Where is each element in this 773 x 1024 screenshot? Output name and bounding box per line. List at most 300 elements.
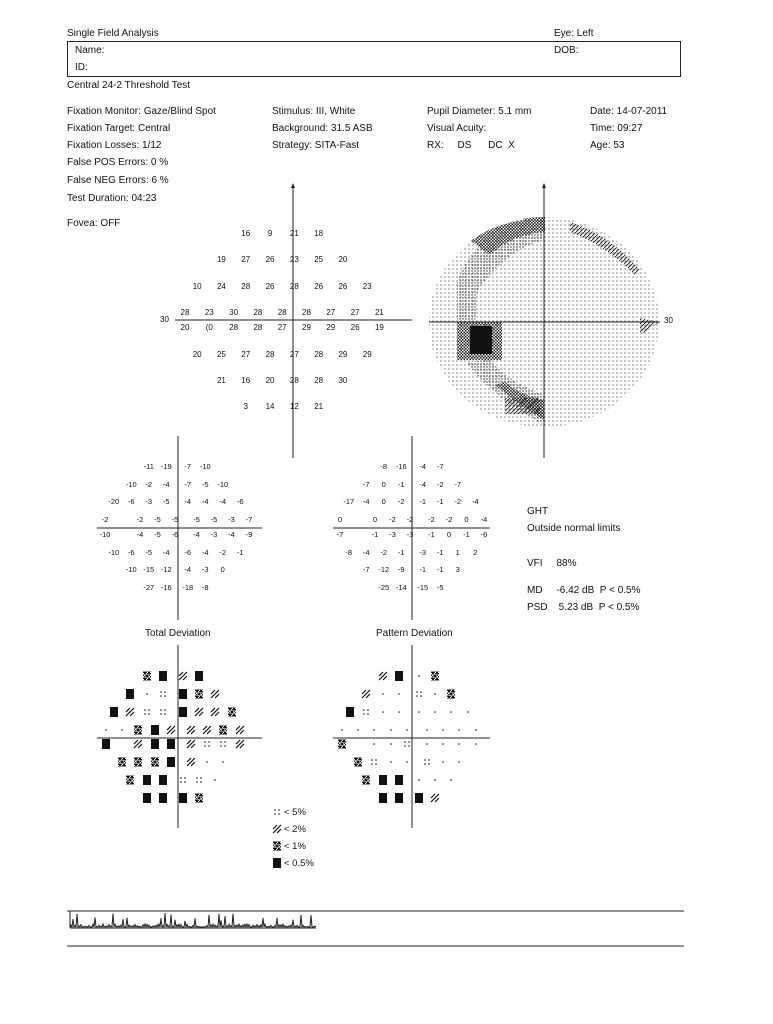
total-deviation-value: -4: [162, 479, 170, 489]
prob-normal-symbol: [421, 724, 433, 736]
prob-below-1-symbol: [132, 756, 144, 768]
total-deviation-value: -4: [201, 497, 209, 506]
prob-below-1-symbol: [132, 724, 144, 736]
total-deviation-value: -10: [217, 479, 229, 489]
threshold-value: 9: [267, 229, 273, 238]
total-deviation-value: -10: [125, 479, 137, 489]
threshold-value: 26: [265, 281, 275, 291]
threshold-value: 28: [314, 349, 324, 359]
prob-normal-symbol: [413, 706, 425, 718]
threshold-value: 28: [241, 281, 251, 291]
prob-normal-symbol: [413, 774, 425, 786]
pattern-deviation-value: -7: [454, 479, 462, 489]
prob-below-2-symbol: [185, 756, 197, 768]
fixation-losses: Fixation Losses: 1/12: [67, 140, 162, 151]
total-deviation-value: -5: [193, 514, 200, 524]
prob-normal-symbol: [429, 688, 441, 700]
prob-below-0.5-symbol: [193, 670, 205, 682]
prob-below-2-symbol: [193, 706, 205, 718]
threshold-value: 25: [216, 349, 226, 359]
patient-age: Age: 53: [590, 140, 625, 151]
pattern-deviation-value: -7: [436, 462, 444, 471]
total-deviation-value: -20: [108, 497, 120, 506]
threshold-value: 27: [326, 307, 336, 317]
threshold-value: 10: [192, 281, 202, 291]
pattern-deviation-value: -15: [417, 582, 429, 592]
prob-below-1-symbol: [193, 792, 205, 804]
prob-normal-symbol: [437, 724, 449, 736]
prob-below-2-symbol: [124, 706, 136, 718]
prob-below-1-symbol: [445, 688, 457, 700]
rx: RX: DS DC X: [427, 140, 515, 151]
pattern-deviation-value: -5: [436, 582, 444, 592]
prob-below-0.5-symbol: [271, 857, 283, 869]
total-deviation-value: -4: [219, 497, 227, 506]
threshold-value: 21: [314, 402, 324, 412]
prob-below-1-symbol: [217, 724, 229, 736]
total-deviation-value: -4: [193, 530, 200, 539]
total-deviation-value: -6: [236, 497, 244, 506]
threshold-value: 21: [374, 307, 384, 317]
pattern-deviation-value: 0: [337, 514, 343, 524]
prob-normal-symbol: [377, 688, 389, 700]
threshold-value: 14: [265, 402, 275, 412]
pattern-deviation-value: -2: [436, 479, 444, 489]
pattern-deviation-value: -7: [362, 565, 370, 574]
threshold-value: 29: [338, 349, 348, 359]
prob-normal-symbol: [437, 756, 449, 768]
pattern-deviation-value: -1: [436, 565, 444, 574]
psd-value: PSD 5.23 dB P < 0.5%: [527, 602, 640, 613]
prob-below-0.5-symbol: [100, 738, 112, 750]
visual-acuity: Visual Acuity:: [427, 123, 487, 134]
prob-normal-symbol: [429, 774, 441, 786]
threshold-value: 19: [216, 255, 226, 265]
threshold-value: 18: [314, 229, 324, 238]
threshold-value: 29: [362, 349, 372, 359]
total-deviation-value: -19: [160, 462, 172, 471]
pattern-deviation-value: -2: [445, 514, 453, 524]
prob-below-5-symbol: [413, 688, 425, 700]
total-deviation-value: -11: [143, 462, 154, 471]
pattern-deviation-value: -4: [362, 497, 370, 506]
pattern-deviation-value: -1: [428, 530, 435, 539]
ght-label: GHT: [527, 506, 549, 517]
total-deviation-value: -4: [228, 530, 235, 539]
prob-below-2-symbol: [234, 738, 246, 750]
prob-below-0.5-symbol: [165, 738, 177, 750]
threshold-value: 20: [265, 375, 275, 385]
strategy: Strategy: SITA-Fast: [272, 140, 360, 151]
fovea: Fovea: OFF: [67, 218, 121, 229]
total-deviation-value: -6: [171, 530, 179, 539]
prob-below-1-symbol: [360, 774, 372, 786]
total-deviation-value: -12: [160, 565, 172, 574]
threshold-value: 30: [338, 375, 348, 385]
pupil-diameter: Pupil Diameter: 5.1 mm: [427, 106, 532, 117]
threshold-value: 28: [289, 281, 299, 291]
threshold-value: 28: [180, 307, 190, 317]
prob-below-1-symbol: [141, 670, 153, 682]
prob-normal-symbol: [413, 670, 425, 682]
pattern-deviation-value: 0: [381, 479, 386, 489]
prob-normal-symbol: [201, 756, 213, 768]
total-deviation-value: -5: [162, 497, 170, 506]
prob-below-0.5-symbol: [393, 792, 405, 804]
total-deviation-value: -7: [184, 462, 192, 471]
total-deviation-value: -4: [162, 547, 170, 557]
prob-normal-symbol: [393, 706, 405, 718]
prob-normal-symbol: [470, 724, 482, 736]
dob-label: DOB:: [554, 45, 579, 56]
vfi-value: VFI 88%: [527, 558, 577, 569]
legend-label: < 5%: [284, 807, 306, 818]
prob-below-0.5-symbol: [413, 792, 425, 804]
threshold-value: (0: [205, 323, 213, 333]
threshold-value: 26: [314, 281, 324, 291]
background: Background: 31.5 ASB: [272, 123, 373, 134]
pattern-deviation-value: 0: [372, 514, 378, 524]
pattern-deviation-value: -4: [471, 497, 479, 506]
prob-below-5-symbol: [368, 756, 380, 768]
threshold-value: 29: [326, 323, 336, 333]
total-deviation-value: -6: [184, 547, 192, 557]
threshold-value: 29: [302, 323, 311, 333]
total-deviation-value: -3: [228, 514, 235, 524]
test-name: Central 24-2 Threshold Test: [67, 80, 191, 91]
threshold-value: 23: [362, 281, 372, 291]
threshold-value: 30: [229, 307, 239, 317]
pattern-deviation-axes: [333, 436, 490, 620]
prob-below-5-symbol: [201, 738, 213, 750]
pattern-deviation-value: -2: [389, 514, 396, 524]
threshold-value: 28: [314, 375, 324, 385]
prob-below-0.5-symbol: [344, 706, 356, 718]
pattern-deviation-value: 2: [473, 547, 478, 557]
prob-below-5-symbol: [421, 756, 433, 768]
total-deviation-value: -2: [219, 547, 227, 557]
total-deviation-value: -9: [245, 530, 253, 539]
total-deviation-value: -15: [143, 565, 155, 574]
total-deviation-value: -5: [154, 514, 161, 524]
pattern-deviation-value: -1: [463, 530, 470, 539]
prob-below-2-symbol: [185, 738, 197, 750]
prob-below-5-symbol: [157, 706, 169, 718]
prob-below-0.5-symbol: [108, 706, 120, 718]
threshold-value: 27: [289, 349, 299, 359]
report-title: Single Field Analysis: [67, 28, 159, 39]
threshold-value: 26: [265, 255, 275, 265]
pattern-deviation-value: 0: [464, 514, 469, 524]
prob-normal-symbol: [385, 738, 397, 750]
prob-normal-symbol: [462, 706, 474, 718]
total-deviation-value: -18: [182, 582, 194, 592]
prob-below-5-symbol: [141, 706, 153, 718]
threshold-value: 25: [314, 255, 324, 265]
pattern-deviation-value: -8: [380, 462, 388, 471]
prob-normal-symbol: [209, 774, 221, 786]
total-deviation-label: Total Deviation: [145, 628, 211, 639]
prob-normal-symbol: [385, 756, 397, 768]
prob-normal-symbol: [453, 724, 465, 736]
pattern-deviation-value: -7: [336, 530, 344, 539]
total-deviation-value: -4: [136, 530, 144, 539]
pattern-deviation-value: -25: [378, 582, 390, 592]
threshold-value: 27: [277, 323, 287, 333]
prob-below-1-symbol: [116, 756, 128, 768]
prob-normal-symbol: [453, 738, 465, 750]
pattern-deviation-value: -9: [397, 565, 405, 574]
pattern-deviation-value: -17: [343, 497, 355, 506]
prob-below-2-symbol: [185, 724, 197, 736]
pattern-deviation-value: -1: [371, 530, 379, 539]
pattern-deviation-value: -2: [454, 497, 462, 506]
threshold-value: 19: [374, 323, 384, 333]
threshold-value: 23: [204, 307, 214, 317]
prob-below-5-symbol: [177, 774, 189, 786]
total-deviation-value: -6: [127, 547, 135, 557]
prob-below-1-symbol: [352, 756, 364, 768]
prob-below-0.5-symbol: [124, 688, 136, 700]
pattern-deviation-value: -2: [428, 514, 435, 524]
total-deviation-value: -27: [143, 582, 155, 592]
prob-normal-symbol: [352, 724, 364, 736]
stimulus: Stimulus: III, White: [272, 106, 356, 117]
prob-below-5-symbol: [217, 738, 229, 750]
threshold-axis-30: 30: [160, 315, 169, 324]
prob-below-0.5-symbol: [141, 792, 153, 804]
threshold-value: 12: [289, 402, 299, 412]
threshold-axes: [175, 183, 412, 458]
prob-below-0.5-symbol: [177, 688, 189, 700]
total-deviation-value: -5: [154, 530, 161, 539]
threshold-value: 27: [241, 349, 251, 359]
ght-value: Outside normal limits: [527, 523, 621, 534]
total-deviation-value: -3: [201, 565, 209, 574]
pattern-deviation-value: -14: [395, 582, 407, 592]
total-deviation-value: -3: [145, 497, 153, 506]
total-deviation-value: -10: [125, 565, 137, 574]
prob-below-2-symbol: [209, 688, 221, 700]
prob-below-0.5-symbol: [393, 670, 405, 682]
pattern-deviation-value: 0: [381, 497, 386, 506]
prob-normal-symbol: [393, 688, 405, 700]
gaze-tracking-strip: [67, 911, 684, 946]
pattern-deviation-value: 3: [455, 565, 460, 574]
prob-below-0.5-symbol: [165, 756, 177, 768]
threshold-value: 28: [229, 323, 239, 333]
md-value: MD -6.42 dB P < 0.5%: [527, 585, 641, 596]
prob-below-0.5-symbol: [141, 774, 153, 786]
total-deviation-value: -4: [184, 565, 192, 574]
prob-below-1-symbol: [193, 688, 205, 700]
prob-below-5-symbol: [360, 706, 372, 718]
prob-below-5-symbol: [193, 774, 205, 786]
test-duration: Test Duration: 04:23: [67, 193, 157, 204]
prob-below-0.5-symbol: [377, 774, 389, 786]
threshold-value: 28: [302, 307, 311, 317]
prob-below-2-symbol: [377, 670, 389, 682]
prob-normal-symbol: [385, 724, 397, 736]
threshold-value: 21: [216, 375, 226, 385]
prob-below-2-symbol: [209, 706, 221, 718]
prob-below-0.5-symbol: [377, 792, 389, 804]
prob-below-0.5-symbol: [149, 724, 161, 736]
prob-below-1-symbol: [149, 756, 161, 768]
prob-below-0.5-symbol: [157, 792, 169, 804]
total-deviation-value: -4: [184, 497, 192, 506]
pattern-deviation-value: -6: [480, 530, 488, 539]
total-deviation-value: -16: [160, 582, 172, 592]
prob-below-5-symbol: [271, 806, 283, 818]
pattern-deviation-value: -1: [436, 547, 444, 557]
total-deviation-value: -4: [201, 547, 209, 557]
fixation-monitor: Fixation Monitor: Gaze/Blind Spot: [67, 106, 216, 117]
prob-normal-symbol: [429, 706, 441, 718]
threshold-value: 20: [338, 255, 348, 265]
test-time: Time: 09:27: [590, 123, 643, 134]
prob-normal-symbol: [141, 688, 153, 700]
pattern-deviation-value: -1: [436, 497, 444, 506]
prob-below-1-symbol: [226, 706, 238, 718]
threshold-value: 24: [216, 281, 226, 291]
prob-normal-symbol: [377, 706, 389, 718]
prob-below-1-symbol: [271, 840, 283, 852]
threshold-value: 20: [180, 323, 190, 333]
prob-below-2-symbol: [201, 724, 213, 736]
prob-below-1-symbol: [124, 774, 136, 786]
prob-below-1-symbol: [336, 738, 348, 750]
prob-normal-symbol: [336, 724, 348, 736]
prob-normal-symbol: [368, 724, 380, 736]
prob-normal-symbol: [116, 724, 128, 736]
pattern-deviation-value: -1: [397, 547, 405, 557]
pattern-deviation-value: -3: [389, 530, 396, 539]
threshold-value: 28: [253, 307, 263, 317]
threshold-value: 26: [350, 323, 360, 333]
pattern-deviation-value: -3: [419, 547, 427, 557]
total-deviation-value: -7: [245, 514, 253, 524]
prob-below-2-symbol: [132, 738, 144, 750]
pattern-deviation-value: -4: [480, 514, 488, 524]
total-deviation-value: -5: [201, 479, 209, 489]
threshold-value: 28: [253, 323, 263, 333]
prob-normal-symbol: [100, 724, 112, 736]
pattern-deviation-value: -1: [419, 565, 427, 574]
total-deviation-value: -10: [199, 462, 211, 471]
threshold-value: 16: [241, 375, 251, 385]
prob-below-0.5-symbol: [393, 774, 405, 786]
pattern-deviation-value: 1: [455, 547, 460, 557]
threshold-value: 20: [192, 349, 202, 359]
prob-below-0.5-symbol: [177, 792, 189, 804]
total-deviation-value: -10: [99, 530, 111, 539]
prob-normal-symbol: [445, 774, 457, 786]
prob-normal-symbol: [470, 738, 482, 750]
total-deviation-value: -7: [184, 479, 192, 489]
id-label: ID:: [75, 62, 88, 73]
name-label: Name:: [75, 45, 105, 56]
threshold-value: 21: [289, 229, 299, 238]
pattern-deviation-value: -8: [345, 547, 353, 557]
pattern-deviation-value: -1: [419, 497, 427, 506]
grayscale-field: [429, 183, 660, 458]
total-deviation-value: -2: [136, 514, 144, 524]
threshold-value: 27: [350, 307, 360, 317]
prob-normal-symbol: [453, 756, 465, 768]
pattern-deviation-value: -2: [380, 547, 388, 557]
pattern-deviation-value: -4: [419, 479, 427, 489]
pattern-prob-axes: [333, 645, 490, 828]
pattern-deviation-value: -3: [406, 530, 414, 539]
prob-below-2-symbol: [271, 823, 283, 835]
test-date: Date: 14-07-2011: [590, 106, 668, 117]
false-neg-errors: False NEG Errors: 6 %: [67, 175, 169, 186]
total-deviation-value: -10: [108, 547, 120, 557]
threshold-value: 3: [243, 402, 248, 412]
total-deviation-value: -5: [145, 547, 153, 557]
total-deviation-value: -5: [171, 514, 179, 524]
prob-below-5-symbol: [157, 688, 169, 700]
prob-below-1-symbol: [429, 670, 441, 682]
pattern-deviation-value: -16: [395, 462, 407, 471]
prob-below-0.5-symbol: [157, 670, 169, 682]
prob-below-0.5-symbol: [157, 774, 169, 786]
prob-below-5-symbol: [401, 738, 413, 750]
threshold-value: 23: [289, 255, 299, 265]
pattern-deviation-value: -4: [362, 547, 370, 557]
pattern-deviation-value: -2: [406, 514, 414, 524]
prob-normal-symbol: [437, 738, 449, 750]
eye-label: Eye: Left: [554, 28, 594, 39]
pattern-deviation-value: -12: [378, 565, 390, 574]
total-deviation-value: -1: [236, 547, 244, 557]
prob-normal-symbol: [368, 738, 380, 750]
legend-label: < 1%: [284, 841, 306, 852]
prob-normal-symbol: [445, 706, 457, 718]
prob-below-2-symbol: [234, 724, 246, 736]
threshold-value: 28: [289, 375, 299, 385]
legend-label: < 2%: [284, 824, 306, 835]
pattern-deviation-value: 0: [446, 530, 452, 539]
pattern-deviation-value: -4: [419, 462, 427, 471]
legend-label: < 0.5%: [284, 858, 314, 869]
prob-below-2-symbol: [429, 792, 441, 804]
threshold-value: 26: [338, 281, 348, 291]
prob-normal-symbol: [401, 724, 413, 736]
threshold-value: 27: [241, 255, 251, 265]
total-deviation-value: -3: [210, 530, 218, 539]
prob-normal-symbol: [401, 756, 413, 768]
threshold-value: 28: [277, 307, 287, 317]
threshold-value: 16: [241, 229, 251, 238]
threshold-value: 28: [265, 349, 275, 359]
total-deviation-value: -2: [101, 514, 109, 524]
pattern-deviation-value: -7: [362, 479, 370, 489]
grayscale-axis-30: 30: [664, 316, 673, 325]
total-deviation-value: -5: [210, 514, 218, 524]
prob-below-0.5-symbol: [149, 738, 161, 750]
total-deviation-value: -2: [145, 479, 153, 489]
prob-normal-symbol: [217, 756, 229, 768]
total-deviation-value: -6: [127, 497, 135, 506]
pattern-deviation-value: -2: [397, 497, 405, 506]
fixation-target: Fixation Target: Central: [67, 123, 171, 134]
prob-below-2-symbol: [165, 724, 177, 736]
prob-below-2-symbol: [177, 670, 189, 682]
pattern-deviation-label: Pattern Deviation: [376, 628, 453, 639]
prob-below-0.5-symbol: [177, 706, 189, 718]
